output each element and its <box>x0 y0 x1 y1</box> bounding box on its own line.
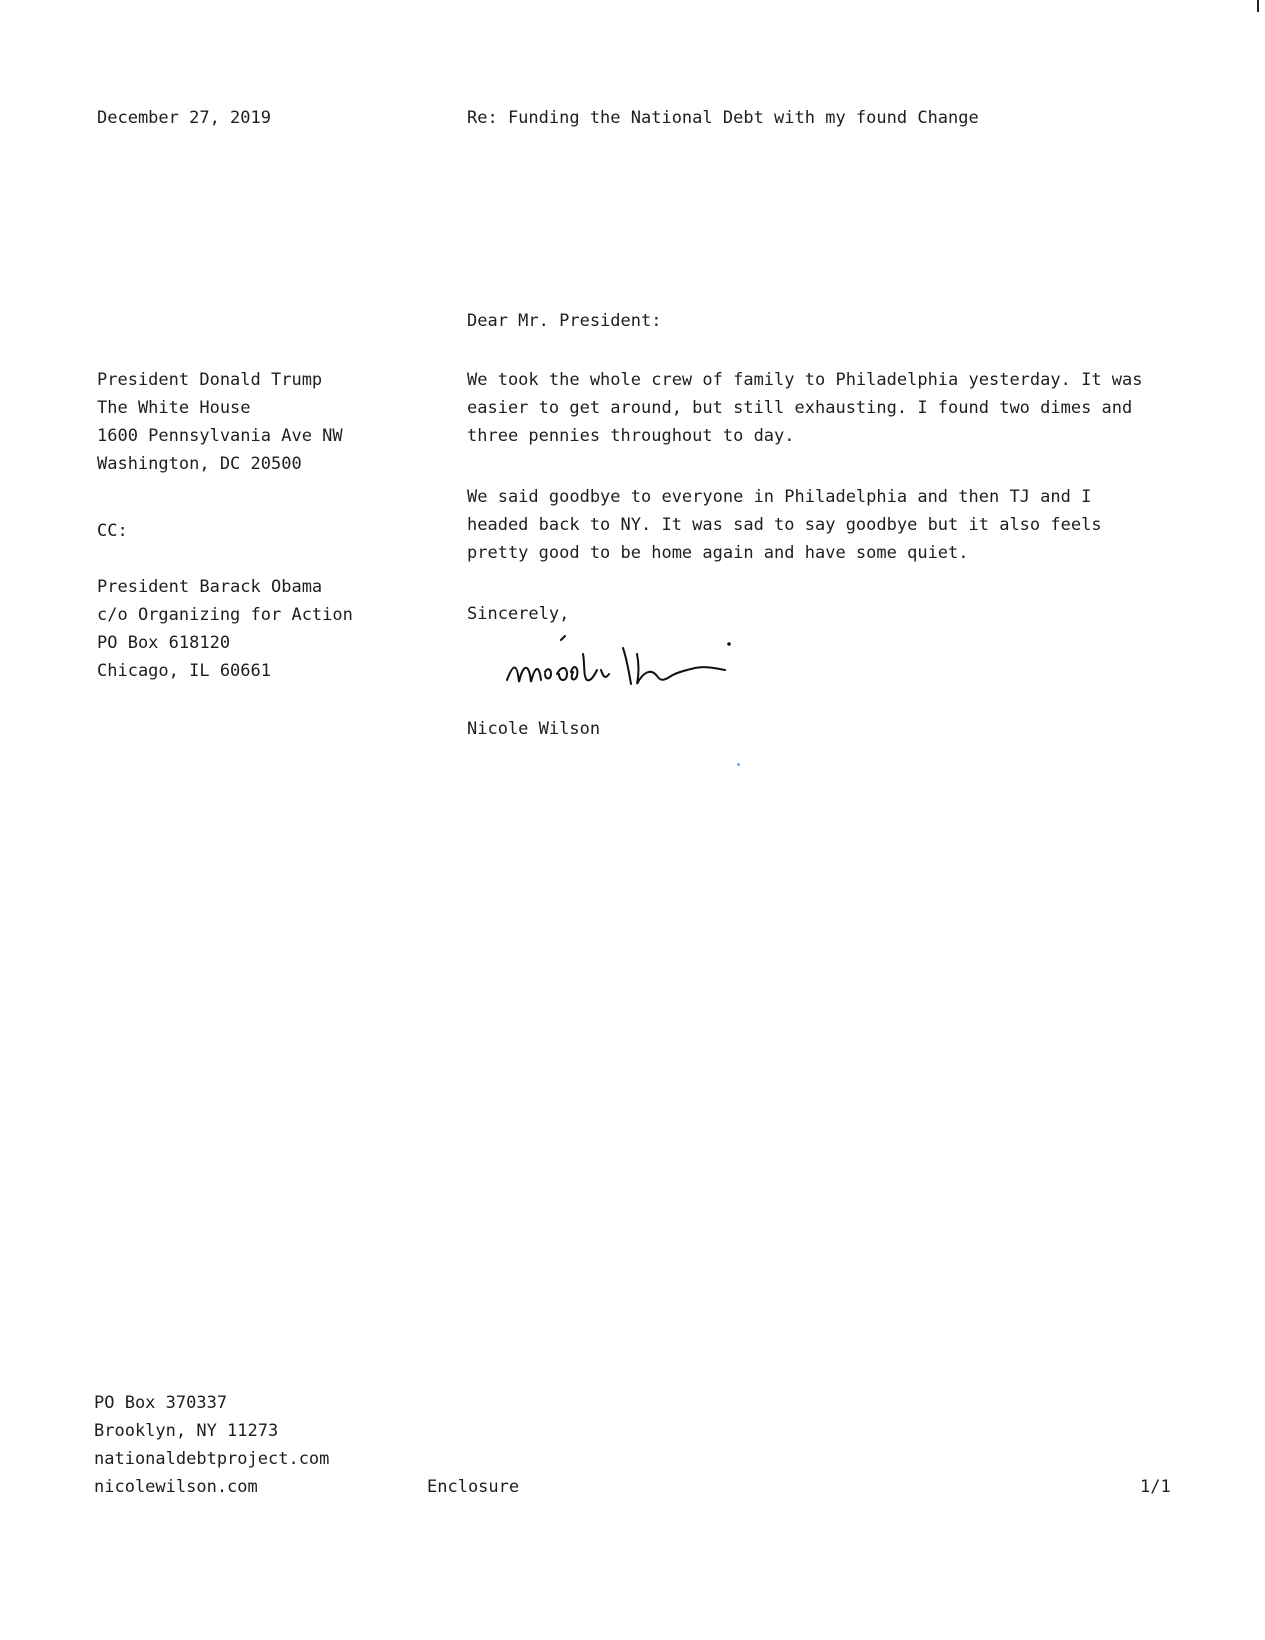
footer-address <box>94 1389 329 1501</box>
body-line: three pennies throughout to day. <box>467 426 795 446</box>
signer-name: Nicole Wilson <box>467 719 601 739</box>
recipient-address <box>97 366 343 478</box>
body-line: We said goodbye to everyone in Philadelphia and then TJ and I <box>467 487 1092 507</box>
cc-recipient-line: c/o Organizing for Action <box>97 605 353 625</box>
salutation: Dear Mr. President: <box>467 311 662 331</box>
cc-recipient-line: PO Box 618120 <box>97 633 231 653</box>
letter-subject: Re: Funding the National Debt with my found Change <box>467 108 979 128</box>
recipient-line: 1600 Pennsylvania Ave NW <box>97 426 343 446</box>
recipient-line: The White House <box>97 398 251 418</box>
footer-line: Brooklyn, NY 11273 <box>94 1421 279 1441</box>
cc-recipient-line: Chicago, IL 60661 <box>97 661 271 681</box>
recipient-line: Washington, DC 20500 <box>97 454 302 474</box>
cc-recipient-address <box>97 573 353 685</box>
handwritten-signature <box>505 624 765 704</box>
scan-speck <box>737 763 740 766</box>
cc-recipient-line: President Barack Obama <box>97 577 323 597</box>
recipient-line: President Donald Trump <box>97 370 323 390</box>
body-paragraph-1 <box>467 366 1167 450</box>
footer-line: nationaldebtproject.com <box>94 1449 330 1469</box>
body-line: We took the whole crew of family to Philadelphia yesterday. It was <box>467 370 1143 390</box>
body-line: easier to get around, but still exhausting. I found two dimes and <box>467 398 1133 418</box>
body-paragraph-2 <box>467 483 1147 567</box>
closing: Sincerely, <box>467 604 570 624</box>
letter-date: December 27, 2019 <box>97 108 271 128</box>
body-line: pretty good to be home again and have some quiet. <box>467 543 969 563</box>
footer-line: nicolewilson.com <box>94 1477 258 1497</box>
cc-label: CC: <box>97 521 128 541</box>
scan-edge-mark <box>1257 0 1259 12</box>
enclosure-label: Enclosure <box>427 1477 520 1497</box>
body-line: headed back to NY. It was sad to say goodbye but it also feels <box>467 515 1102 535</box>
footer-line: PO Box 370337 <box>94 1393 228 1413</box>
page-number: 1/1 <box>1140 1477 1171 1497</box>
